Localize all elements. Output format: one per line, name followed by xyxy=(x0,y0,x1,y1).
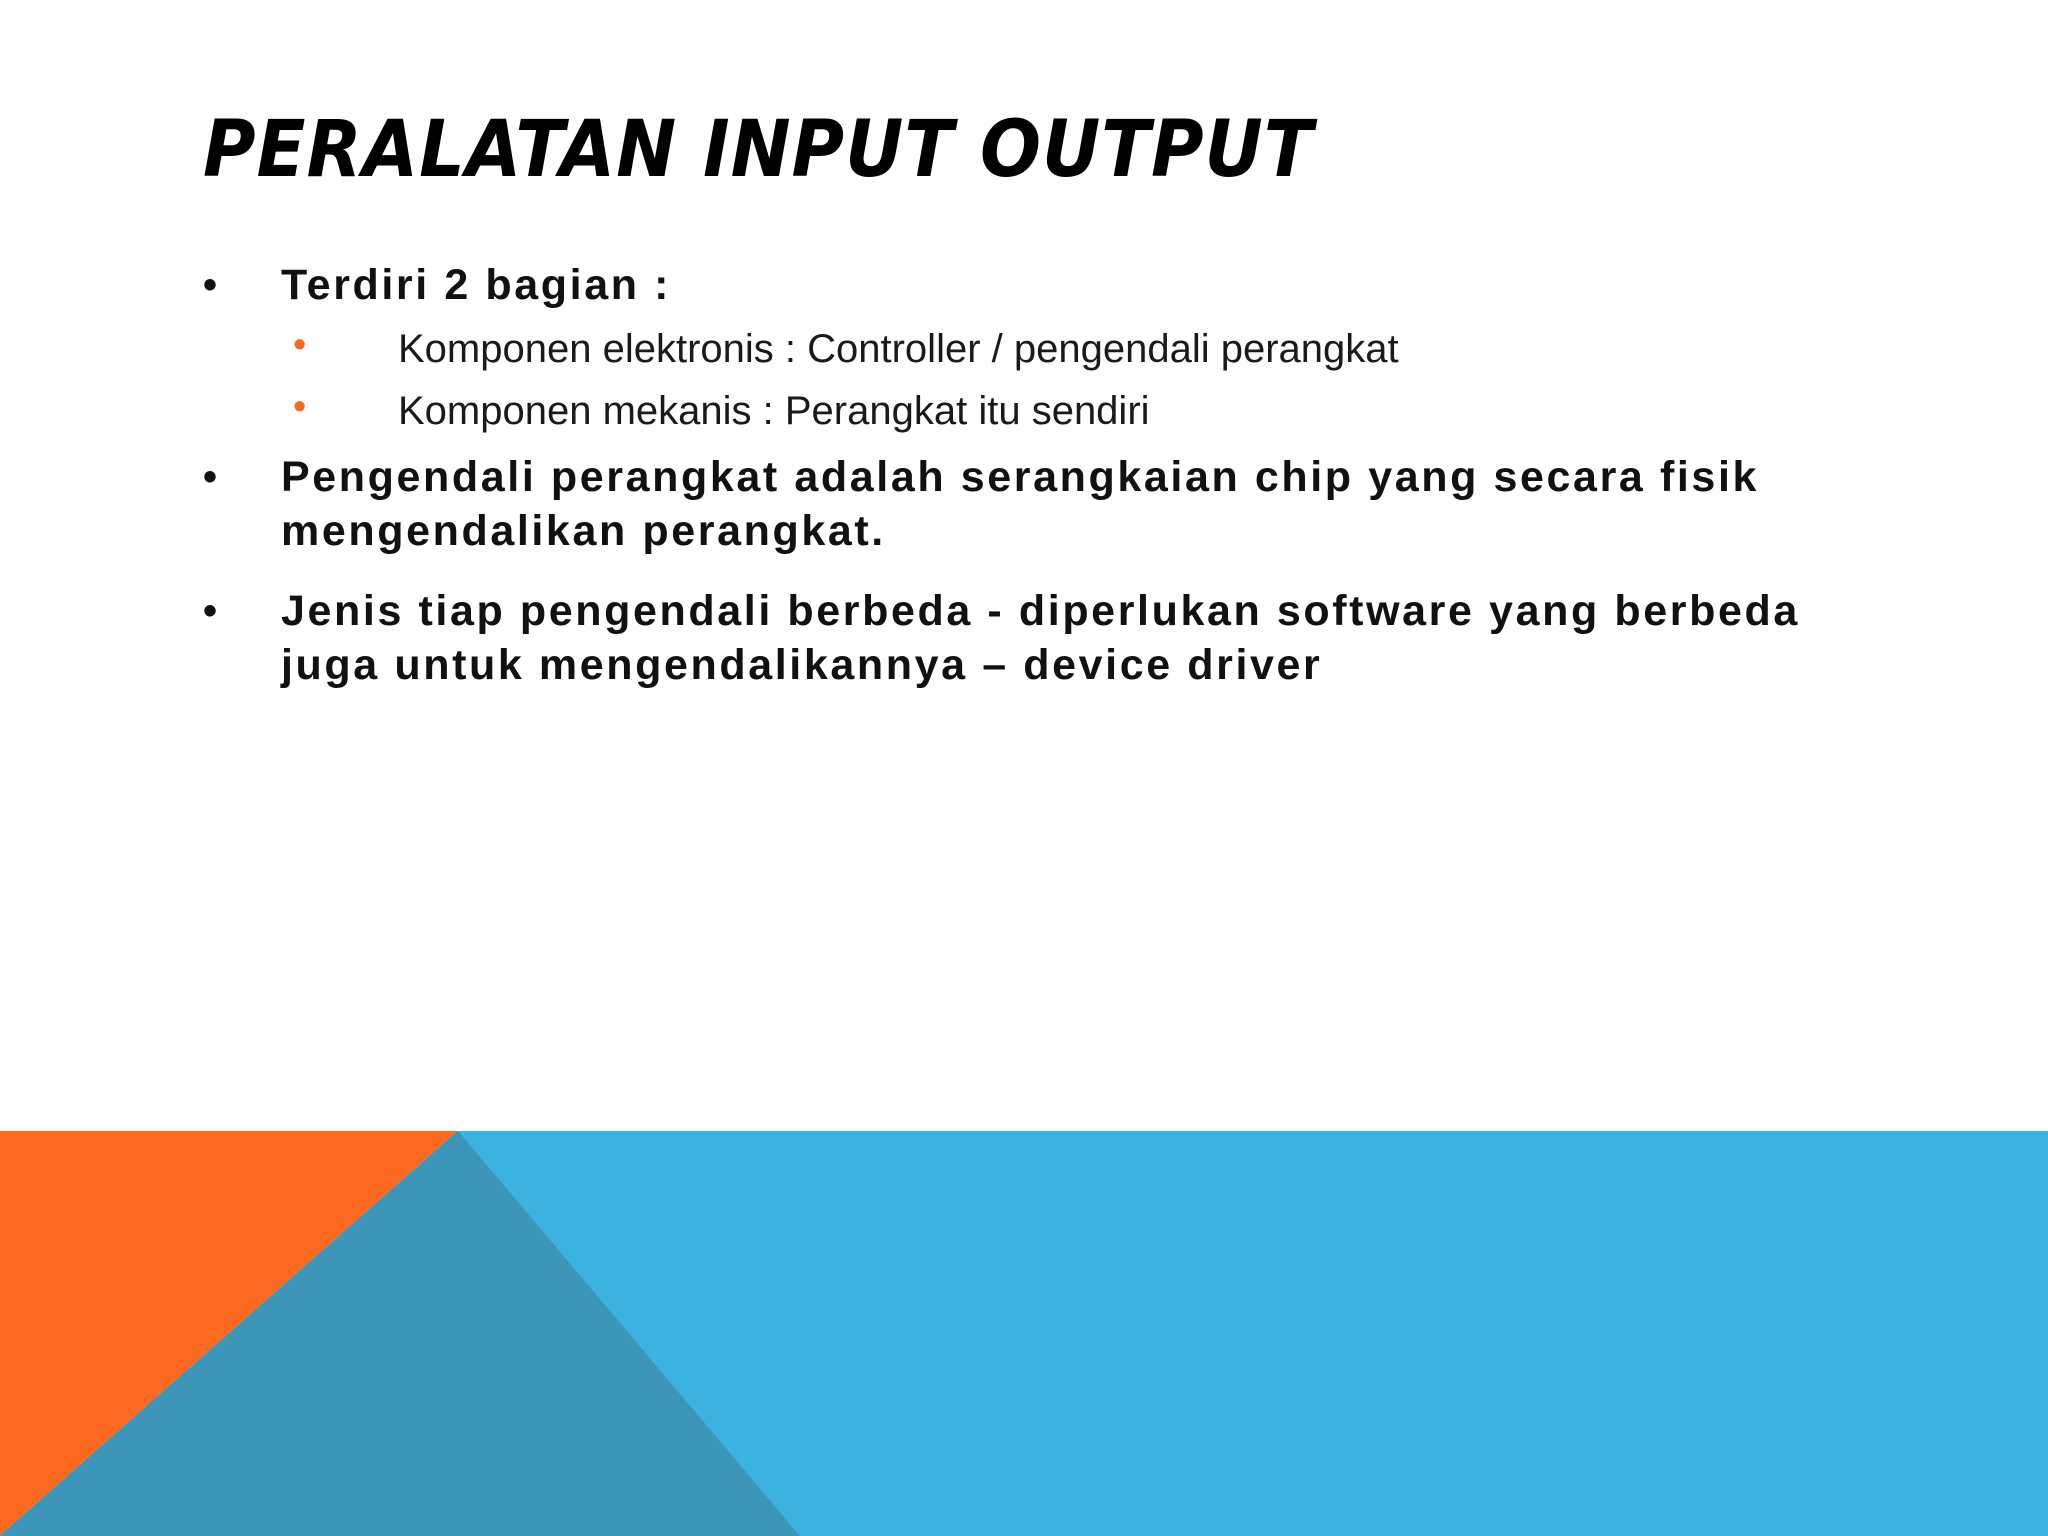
bullet-item xyxy=(203,450,1853,558)
sub-bullet-list xyxy=(203,318,1853,442)
bullet-dot-icon: • xyxy=(203,589,220,633)
sub-bullet-text: Komponen mekanis : Perangkat itu sendiri xyxy=(398,389,1150,433)
bullet-text: Pengendali perangkat adalah serangkaian chip yang secara fisik mengendalikan perangkat. xyxy=(281,453,1760,555)
sub-bullet-item xyxy=(203,380,1853,442)
bullet-text: Terdiri 2 bagian : xyxy=(281,261,672,309)
sub-bullet-dot-icon: • xyxy=(293,386,307,428)
decorative-footer-shapes xyxy=(0,1131,2048,1536)
bullet-item xyxy=(203,584,1853,692)
slide-title: PERALATAN INPUT OUTPUT xyxy=(203,105,1314,195)
bullet-text: Jenis tiap pengendali berbeda - diperlukan software yang berbeda juga untuk mengendalikannya – device driver xyxy=(281,587,1800,689)
sub-bullet-item xyxy=(203,318,1853,380)
slide-content xyxy=(203,258,1853,692)
sub-bullet-text: Komponen elektronis : Controller / pengendali perangkat xyxy=(398,327,1399,371)
bullet-item xyxy=(203,258,1853,312)
bullet-dot-icon: • xyxy=(203,455,220,499)
sub-bullet-dot-icon: • xyxy=(293,324,307,366)
bullet-dot-icon: • xyxy=(203,263,220,307)
